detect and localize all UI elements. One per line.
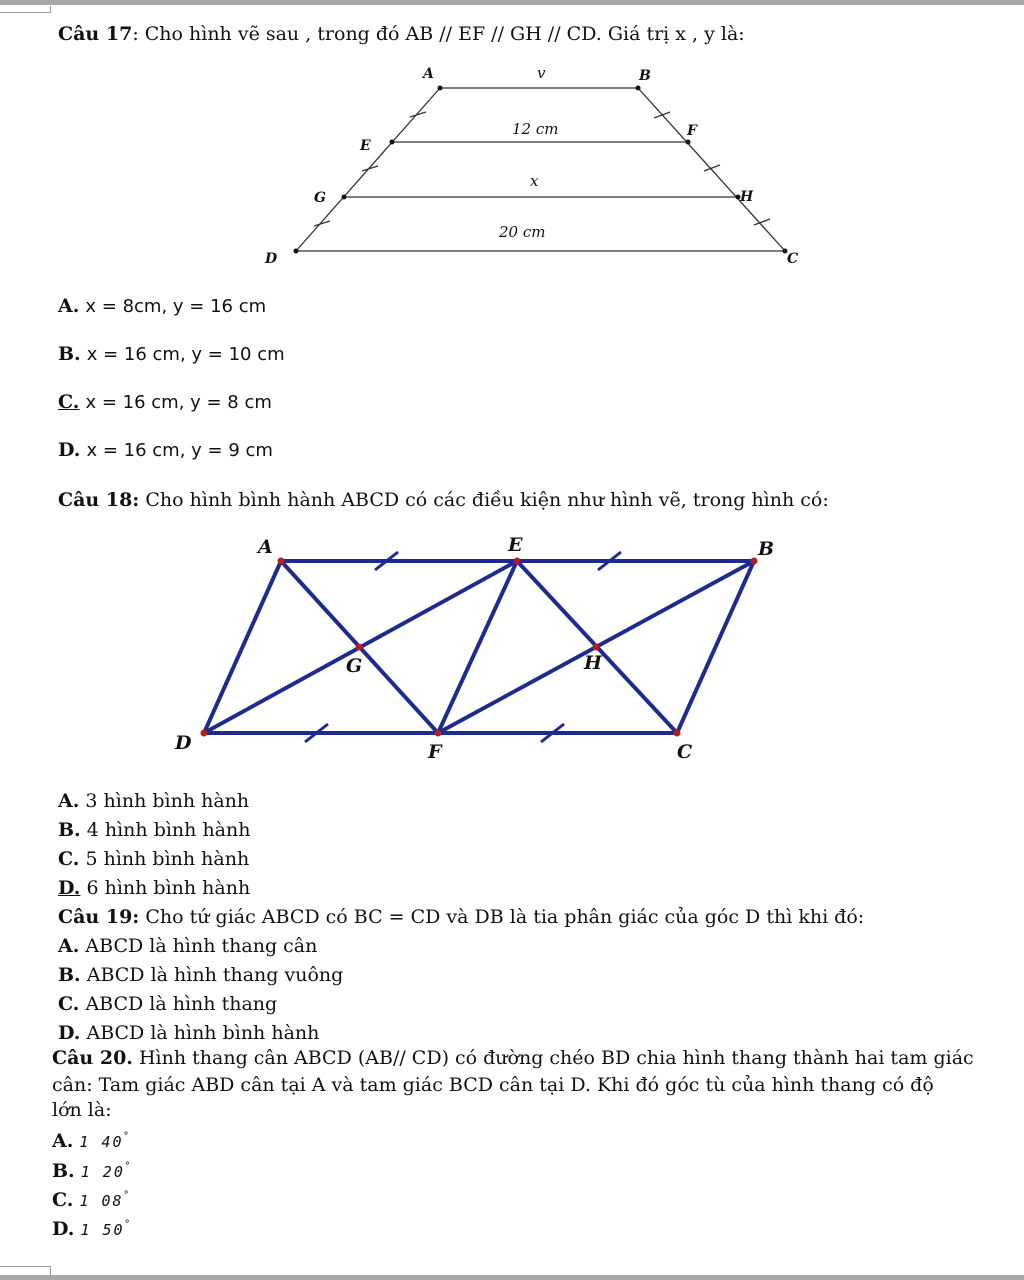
option-text: ABCD là hình thang	[85, 993, 278, 1015]
point-f	[686, 140, 691, 145]
option-text: ABCD là hình bình hành	[86, 1022, 320, 1044]
label-d: D	[175, 732, 192, 754]
q20-line3: lớn là:	[52, 1099, 112, 1121]
label-b: B	[758, 538, 775, 560]
degree-mark: °	[123, 1190, 129, 1201]
q18-option-d[interactable]	[58, 876, 250, 900]
page-corner-mark	[0, 1266, 50, 1267]
option-letter: B.	[58, 819, 81, 841]
label-ef-length: 12 cm	[512, 120, 559, 138]
option-letter: C.	[58, 391, 80, 413]
label-x: x	[530, 172, 539, 190]
q18-number: Câu 18:	[58, 489, 140, 511]
point-g	[356, 644, 363, 651]
degree-mark: °	[123, 1131, 129, 1142]
label-g: G	[346, 655, 363, 677]
q20-option-d[interactable]	[52, 1213, 130, 1242]
q17-option-a[interactable]	[58, 294, 266, 319]
option-text: 1 20	[80, 1163, 125, 1181]
option-letter: C.	[58, 848, 80, 870]
option-letter: B.	[58, 964, 81, 986]
q18-option-a[interactable]	[58, 789, 249, 813]
q18-option-b[interactable]	[58, 818, 250, 842]
label-d: D	[265, 251, 278, 267]
label-g: G	[314, 190, 326, 206]
point-h	[593, 644, 600, 651]
option-letter: C.	[52, 1189, 74, 1211]
option-text: ABCD là hình thang cân	[85, 935, 318, 957]
option-letter: D.	[52, 1218, 75, 1240]
point-b	[636, 86, 641, 91]
point-c	[674, 730, 681, 737]
point-d	[294, 249, 299, 254]
option-letter: D.	[58, 877, 81, 899]
q17-text: : Cho hình vẽ sau , trong đó AB // EF // GH // CD. Giá trị x , y là:	[132, 23, 745, 45]
option-letter: B.	[52, 1160, 75, 1182]
option-text: 1 08	[79, 1192, 124, 1210]
point-a	[438, 86, 443, 91]
point-g	[342, 195, 347, 200]
q19-option-d[interactable]	[58, 1021, 319, 1045]
q20-line1	[52, 1046, 974, 1070]
label-b: B	[639, 68, 651, 84]
label-c: C	[677, 741, 693, 763]
option-letter: A.	[58, 790, 80, 812]
q18-parallelogram-figure	[0, 528, 1024, 788]
option-text: 4 hình bình hành	[86, 819, 251, 841]
option-text: x = 16 cm, y = 9 cm	[86, 440, 273, 461]
option-letter: C.	[58, 993, 80, 1015]
segment-bc	[677, 561, 754, 733]
option-text: x = 16 cm, y = 8 cm	[85, 392, 272, 413]
q17-option-b[interactable]	[58, 342, 285, 367]
point-b	[751, 558, 758, 565]
q20-option-c[interactable]	[52, 1184, 129, 1213]
option-letter: A.	[58, 935, 80, 957]
option-text: 3 hình bình hành	[85, 790, 250, 812]
q18-text: Cho hình bình hành ABCD có các điều kiện như hình vẽ, trong hình có:	[145, 489, 829, 511]
degree-mark: °	[124, 1161, 130, 1172]
tick-mark	[654, 112, 670, 118]
point-a	[278, 558, 285, 565]
option-letter: A.	[52, 1130, 74, 1152]
label-c: C	[787, 251, 799, 267]
option-letter: A.	[58, 295, 80, 317]
label-a: A	[423, 66, 434, 82]
point-f	[435, 730, 442, 737]
option-text: 1 50	[80, 1221, 125, 1239]
option-text: 1 40	[79, 1133, 124, 1151]
q20-number: Câu 20.	[52, 1047, 133, 1069]
segment-ef	[438, 561, 517, 733]
label-h: H	[584, 652, 602, 674]
q19-option-c[interactable]	[58, 992, 277, 1016]
q17-option-d[interactable]	[58, 438, 273, 463]
segment-ad	[204, 561, 281, 733]
label-e: E	[508, 534, 523, 556]
label-f: F	[428, 741, 442, 763]
label-h: H	[740, 189, 754, 205]
q17-trapezoid-figure	[0, 55, 1024, 335]
q18-option-c[interactable]	[58, 847, 249, 871]
option-text: ABCD là hình thang vuông	[86, 964, 344, 986]
option-letter: B.	[58, 343, 81, 365]
q17-option-c[interactable]	[58, 390, 272, 415]
label-a: A	[258, 536, 273, 558]
point-d	[201, 730, 208, 737]
option-letter: D.	[58, 439, 81, 461]
q19-option-a[interactable]	[58, 934, 317, 958]
bottom-border	[0, 1275, 1024, 1280]
label-f: F	[687, 123, 697, 139]
point-e	[514, 558, 521, 565]
q19-text: Cho tứ giác ABCD có BC = CD và DB là tia phân giác của góc D thì khi đó:	[145, 906, 865, 928]
q20-text-line1: Hình thang cân ABCD (AB// CD) có đường chéo BD chia hình thang thành hai tam giác	[138, 1047, 974, 1069]
q19-title	[58, 905, 864, 929]
page-corner-mark	[0, 12, 50, 13]
page-corner-mark	[50, 6, 51, 13]
q18-title	[58, 488, 829, 512]
top-border	[0, 0, 1024, 5]
option-text: 5 hình bình hành	[85, 848, 250, 870]
q20-option-a[interactable]	[52, 1125, 129, 1154]
label-y: v	[537, 64, 546, 82]
option-letter: D.	[58, 1022, 81, 1044]
page-corner-mark	[50, 1266, 51, 1275]
q20-option-b[interactable]	[52, 1155, 130, 1184]
q19-number: Câu 19:	[58, 906, 140, 928]
q20-line2: cân: Tam giác ABD cân tại A và tam giác BCD cân tại D. Khi đó góc tù của hình thang có độ	[52, 1074, 934, 1096]
option-text: 6 hình bình hành	[86, 877, 251, 899]
leg-bc	[638, 88, 785, 251]
degree-mark: °	[124, 1219, 130, 1230]
label-dc-length: 20 cm	[499, 223, 546, 241]
q17-title	[58, 22, 745, 46]
point-e	[390, 140, 395, 145]
label-e: E	[360, 138, 371, 154]
q17-number: Câu 17	[58, 23, 133, 45]
option-text: x = 16 cm, y = 10 cm	[86, 344, 285, 365]
option-text: x = 8cm, y = 16 cm	[85, 296, 267, 317]
q19-option-b[interactable]	[58, 963, 343, 987]
